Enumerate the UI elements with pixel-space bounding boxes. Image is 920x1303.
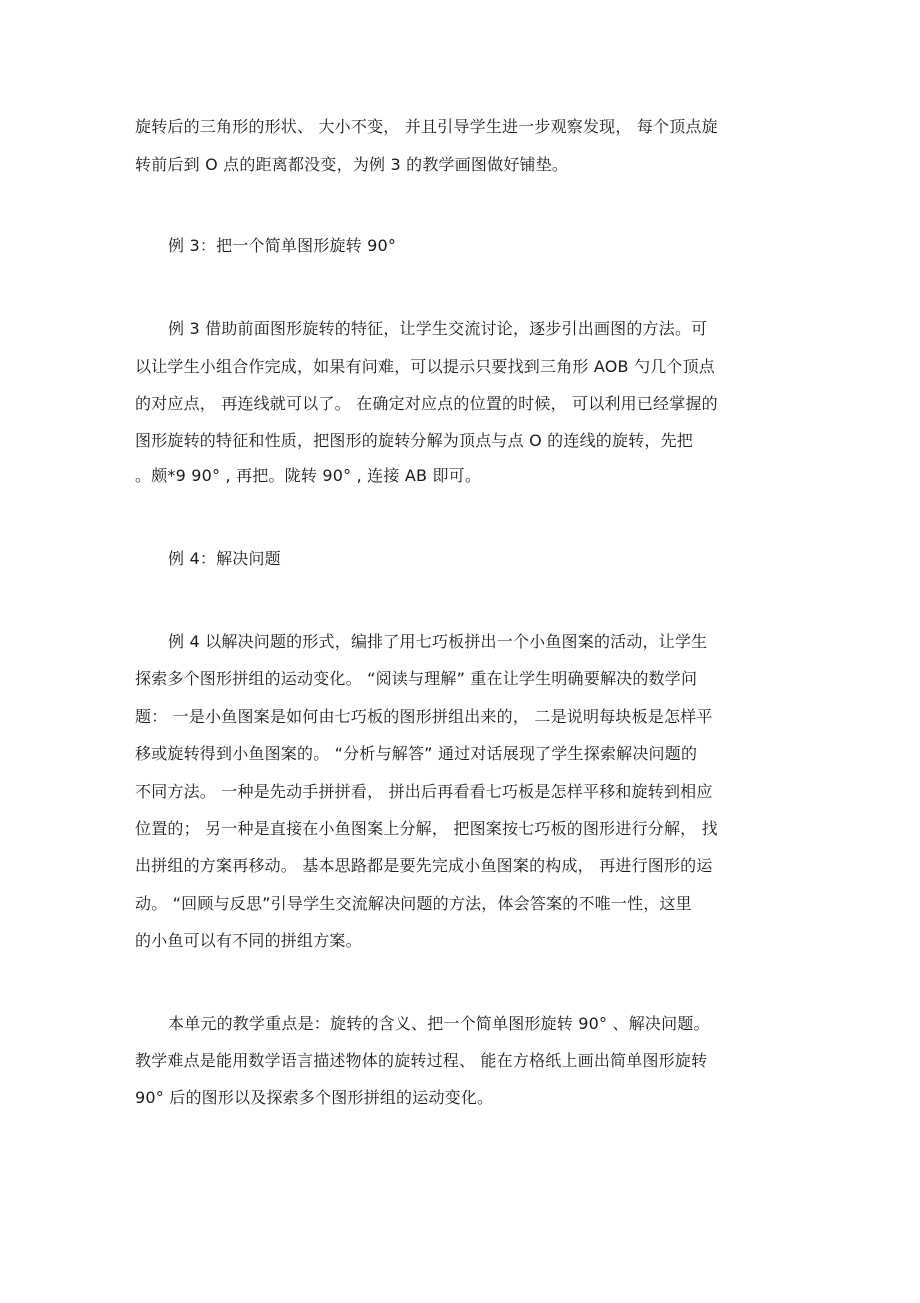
heading-example-3: 例 3：把一个简单图形旋转 90° <box>168 236 397 255</box>
ex3-line-1: 例 3 借助前面图形旋转的特征，让学生交流讨论，逐步引出画图的方法。可 <box>168 319 708 338</box>
summary-line-2: 教学难点是能用数学语言描述物体的旋转过程、 能在方格纸上画出简单图形旋转 <box>135 1051 708 1070</box>
summary-line-1: 本单元的教学重点是：旋转的含义、把一个简单图形旋转 90° 、解决问题。 <box>168 1014 710 1033</box>
ex3-line-3: 的对应点， 再连线就可以了。 在确定对应点的位置的时候， 可以利用已经掌握的 <box>135 394 718 413</box>
ex4-line-2: 探索多个图形拼组的运动变化。 “阅读与理解” 重在让学生明确要解决的数学问 <box>135 669 698 688</box>
para1-line-2: 转前后到 O 点的距离都没变，为例 3 的教学画图做好铺垫。 <box>135 155 569 174</box>
ex4-line-7: 出拼组的方案再移动。 基本思路都是要先完成小鱼图案的构成， 再进行图形的运 <box>135 856 713 875</box>
ex4-line-1: 例 4 以解决问题的形式，编排了用七巧板拼出一个小鱼图案的活动，让学生 <box>168 632 708 651</box>
ex4-line-4: 移或旋转得到小鱼图案的。 “分析与解答” 通过对话展现了学生探索解决问题的 <box>135 744 698 763</box>
ex3-line-5: 。颇*9 90° , 再把。陇转 90° , 连接 AB 即可。 <box>135 466 482 485</box>
para1-line-1: 旋转后的三角形的形状、 大小不变， 并且引导学生进一步观察发现， 每个顶点旋 <box>135 117 718 136</box>
ex4-line-8: 动。 “回顾与反思”引导学生交流解决问题的方法，体会答案的不唯一性，这里 <box>135 894 692 913</box>
summary-line-3: 90° 后的图形以及探索多个图形拼组的运动变化。 <box>135 1088 494 1107</box>
ex3-line-4: 图形旋转的特征和性质，把图形的旋转分解为顶点与点 O 的连线的旋转，先把 <box>135 431 693 450</box>
ex4-line-3: 题： 一是小鱼图案是如何由七巧板的图形拼组出来的， 二是说明每块板是怎样平 <box>135 707 713 726</box>
ex4-line-9: 的小鱼可以有不同的拼组方案。 <box>135 931 362 950</box>
heading-example-4: 例 4：解决问题 <box>168 549 281 568</box>
ex3-line-2: 以让学生小组合作完成，如果有问难，可以提示只要找到三角形 AOB 勺几个顶点 <box>135 357 716 376</box>
ex4-line-6: 位置的； 另一种是直接在小鱼图案上分解， 把图案按七巧板的图形进行分解， 找 <box>135 819 718 838</box>
ex4-line-5: 不同方法。 一种是先动手拼拼看， 拼出后再看看七巧板是怎样平移和旋转到相应 <box>135 782 713 801</box>
